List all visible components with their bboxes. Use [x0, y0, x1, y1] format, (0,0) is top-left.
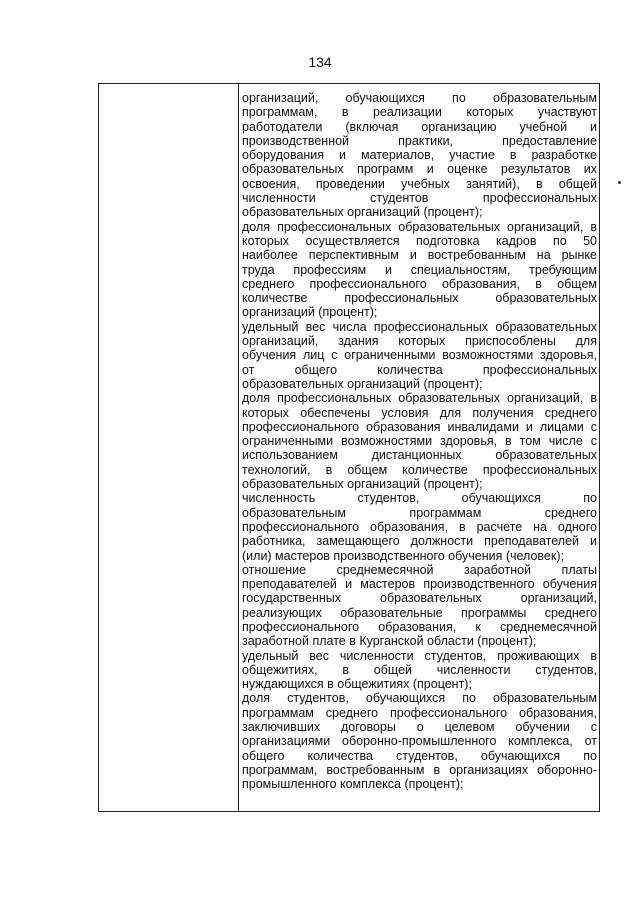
text-line: государственных образовательных организаций, — [242, 591, 597, 606]
text-line: удельный вес числа профессиональных образовательных — [242, 319, 597, 334]
text-line: доля профессиональных образовательных организаций, в — [242, 219, 597, 234]
text-line: доля профессиональных образовательных организаций, в — [242, 391, 597, 406]
text-line: заработной плате в Курганской области (процент); — [242, 634, 537, 649]
text-line: от общего количества профессиональных — [242, 362, 597, 377]
text-line: промышленного комплекса (процент); — [242, 777, 464, 792]
text-line: производственной практики, предоставление — [242, 133, 597, 148]
text-line: программам, востребованным в организациях оборонно- — [242, 762, 597, 777]
text-line: освоения, проведении учебных занятий), в общей — [242, 176, 597, 191]
text-line: которых осуществляется подготовка кадров по 50 — [242, 233, 597, 248]
text-line: нуждающихся в общежитиях (процент); — [242, 677, 472, 692]
text-line: количестве профессиональных образовательных — [242, 291, 597, 306]
text-line: организаций, обучающихся по образовательным — [242, 91, 597, 105]
text-line: преподавателей и мастеров производственного обучения — [242, 577, 597, 592]
table-right-column — [242, 91, 597, 792]
text-line: среднего профессионального образования, в общем — [242, 276, 597, 291]
text-line: удельный вес численности студентов, проживающих в — [242, 648, 597, 663]
text-line: профессионального образования, к среднемесячной — [242, 619, 597, 634]
text-line: общего количества студентов, обучающихся по — [242, 748, 597, 763]
text-line: (или) мастеров производственного обучения (человек); — [242, 548, 564, 563]
margin-dot — [618, 181, 621, 184]
text-line: программам, в реализации которых участвуют — [242, 105, 597, 120]
text-line: организациями оборонно-промышленного комплекса, от — [242, 734, 597, 749]
table-left-column — [99, 84, 239, 811]
text-line: образовательных организаций (процент); — [242, 205, 483, 220]
text-line: обучения лиц с ограниченными возможностями здоровья, — [242, 348, 597, 363]
text-line: численности студентов профессиональных — [242, 191, 597, 206]
text-line: общежитиях, в общей численности студентов, — [242, 662, 597, 677]
text-line: реализующих образовательные программы среднего — [242, 605, 597, 620]
text-line: доля студентов, обучающихся по образовательным — [242, 691, 597, 706]
text-line: организаций, здания которых приспособлены для — [242, 334, 597, 349]
text-line: технологий, в общем количестве профессиональных — [242, 462, 597, 477]
text-line: образовательных программ и оценке результатов их — [242, 162, 597, 177]
text-line: программам среднего профессионального образования, — [242, 705, 597, 720]
text-line: образовательных организаций (процент); — [242, 376, 483, 391]
text-line: оборудования и материалов, участие в разработке — [242, 148, 597, 163]
text-line: численность студентов, обучающихся по — [242, 491, 597, 506]
text-line: профессионального образования инвалидами и лицами с — [242, 419, 597, 434]
text-line: образовательным программам среднего — [242, 505, 597, 520]
text-line: которых обеспечены условия для получения среднего — [242, 405, 597, 420]
text-line: труда профессиям и специальностям, требующим — [242, 262, 597, 277]
text-line: наиболее перспективным и востребованным на рынке — [242, 248, 597, 263]
text-line: организаций (процент); — [242, 305, 378, 320]
text-line: ограниченными возможностями здоровья, в том числе с — [242, 434, 597, 449]
indicators-table — [98, 83, 600, 812]
text-line: работодатели (включая организацию учебной и — [242, 119, 597, 134]
page-number: 134 — [308, 54, 332, 70]
text-line: образовательных организаций (процент); — [242, 477, 483, 492]
text-line: использованием дистанционных образовательных — [242, 448, 597, 463]
text-line: профессионального образования, в расчете на одного — [242, 519, 597, 534]
text-line: заключивших договоры о целевом обучении с — [242, 720, 597, 735]
text-line: отношение среднемесячной заработной платы — [242, 562, 597, 577]
text-line: работника, замещающего должности преподавателей и — [242, 534, 597, 549]
